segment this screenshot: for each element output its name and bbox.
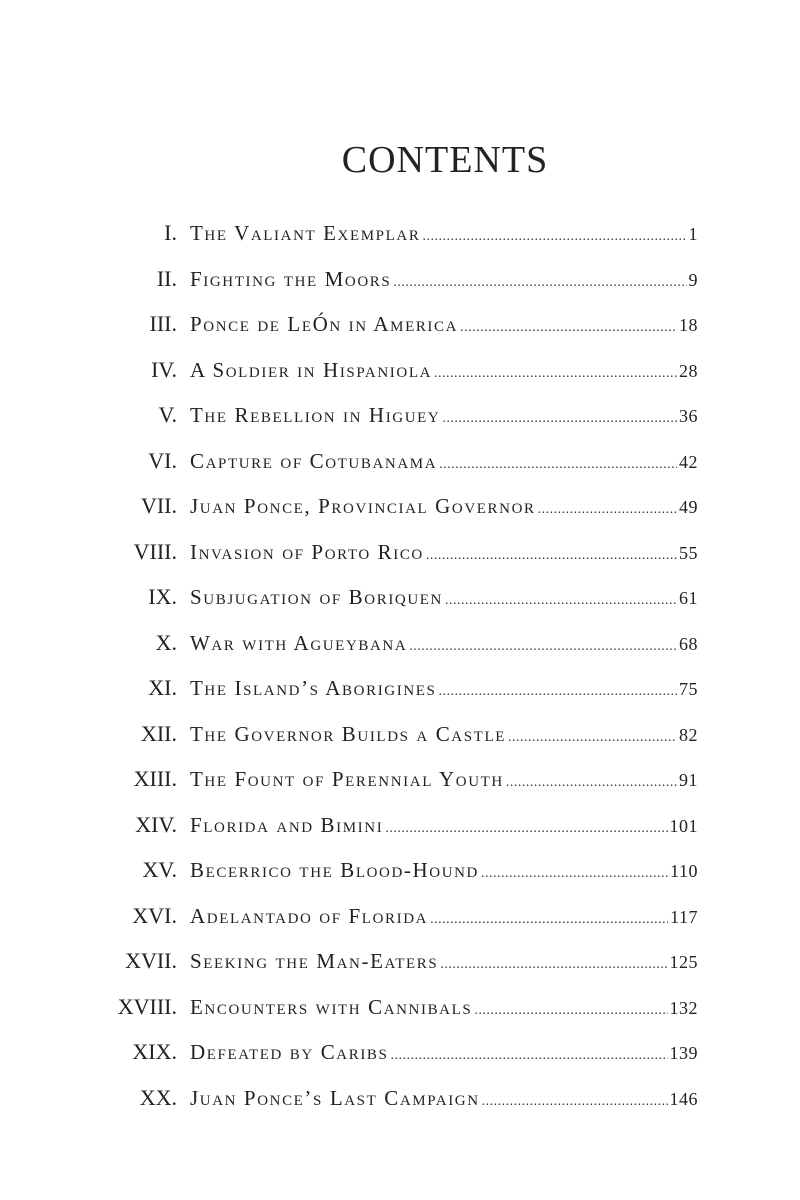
chapter-number: XII. (140, 720, 177, 746)
toc-entry (0, 210, 800, 256)
page-number: 61 (679, 588, 698, 608)
page-number: 132 (669, 997, 698, 1018)
page-number: 36 (679, 406, 698, 426)
chapter-title: War with Agueybana (190, 630, 408, 655)
chapter-number: VII. (140, 493, 177, 518)
chapter-title: The Fount of Perennial Youth (190, 767, 504, 791)
chapter-number: X. (155, 629, 177, 655)
dot-leader (506, 760, 677, 806)
chapter-number: XIV. (135, 811, 177, 837)
chapter-number: XVI. (132, 902, 177, 928)
dot-leader (439, 442, 677, 488)
dot-leader (430, 897, 668, 943)
contents-heading: CONTENTS (341, 139, 549, 181)
chapter-number: VI. (148, 447, 177, 473)
dot-leader (385, 806, 667, 852)
toc-entry (0, 802, 800, 848)
chapter-title: The Island’s Aborigines (190, 676, 437, 700)
chapter-title: Invasion of Porto Rico (190, 539, 424, 564)
toc-entry (0, 483, 800, 529)
page-number: 49 (679, 497, 698, 517)
dot-leader (481, 851, 668, 897)
toc-entry (0, 574, 800, 620)
chapter-title: Florida and Bimini (190, 812, 384, 837)
page-number: 28 (679, 360, 698, 381)
page-number: 110 (670, 861, 698, 881)
toc-entry (0, 1075, 800, 1121)
page-number: 125 (669, 952, 698, 972)
page-number: 18 (679, 315, 698, 335)
page-number: 91 (679, 770, 698, 790)
toc-entry (0, 984, 800, 1030)
chapter-number: XVII. (125, 948, 177, 973)
toc-entry (0, 301, 800, 347)
chapter-number: XV. (142, 857, 177, 882)
dot-leader (482, 1079, 668, 1125)
chapter-title: Defeated by Caribs (190, 1040, 389, 1064)
chapter-number: XIX. (132, 1039, 177, 1064)
dot-leader (409, 624, 677, 670)
chapter-title: The Rebellion in Higuey (190, 403, 441, 427)
dot-leader (440, 942, 667, 988)
toc-entry (0, 893, 800, 939)
toc-entry (0, 1029, 800, 1075)
chapter-title: Becerrico the Blood-Hound (190, 858, 479, 882)
dot-leader (438, 669, 677, 715)
chapter-title: Adelantado of Florida (190, 903, 429, 928)
chapter-number: VIII. (133, 538, 177, 564)
chapter-number: IV. (151, 356, 177, 382)
toc-entry (0, 756, 800, 802)
page-number: 139 (669, 1043, 698, 1063)
chapter-title: Encounters with Cannibals (190, 994, 473, 1019)
dot-leader (442, 396, 677, 442)
toc-entry (0, 392, 800, 438)
chapter-number: XIII. (133, 766, 177, 791)
toc-entry (0, 256, 800, 302)
page-number: 42 (679, 451, 698, 472)
chapter-number: V. (158, 402, 177, 427)
chapter-number: XVIII. (117, 993, 177, 1019)
page-number: 1 (688, 224, 698, 244)
chapter-number: II. (156, 265, 177, 291)
dot-leader (538, 487, 677, 533)
chapter-title: Fighting the Moors (190, 266, 392, 291)
chapter-title: The Governor Builds a Castle (190, 721, 506, 746)
chapter-title: Ponce de LeÓn in America (190, 312, 459, 336)
dot-leader (508, 715, 677, 761)
toc-entry (0, 347, 800, 393)
dot-leader (445, 578, 677, 624)
dot-leader (422, 214, 686, 260)
chapter-title: Juan Ponce’s Last Campaign (190, 1085, 480, 1110)
chapter-title: Subjugation of Boriquen (190, 585, 443, 609)
page-number: 75 (679, 679, 698, 699)
page-number: 9 (688, 269, 698, 290)
dot-leader (460, 305, 677, 351)
toc-entry (0, 620, 800, 666)
page-number: 68 (679, 633, 698, 654)
toc-entry (0, 847, 800, 893)
page-number: 117 (670, 906, 698, 927)
toc-entry (0, 711, 800, 757)
toc-entry (0, 938, 800, 984)
chapter-number: I. (164, 220, 177, 245)
page-number: 101 (669, 815, 698, 836)
dot-leader (393, 260, 686, 306)
dot-leader (426, 533, 677, 579)
dot-leader (474, 988, 667, 1034)
dot-leader (434, 351, 677, 397)
toc-entry (0, 529, 800, 575)
toc-entry (0, 438, 800, 484)
chapter-number: XX. (139, 1084, 177, 1110)
page-number: 82 (679, 724, 698, 745)
page-number: 146 (669, 1088, 698, 1109)
page-number: 55 (679, 542, 698, 563)
chapter-number: IX. (148, 584, 177, 609)
chapter-title: Capture of Cotubanama (190, 448, 438, 473)
toc-entry (0, 665, 800, 711)
dot-leader (391, 1033, 668, 1079)
chapter-title: The Valiant Exemplar (190, 221, 421, 245)
chapter-number: XI. (148, 675, 177, 700)
chapter-title: Juan Ponce, Provincial Governor (190, 494, 536, 518)
chapter-title: Seeking the Man-Eaters (190, 949, 439, 973)
chapter-number: III. (149, 311, 177, 336)
chapter-title: A Soldier in Hispaniola (190, 357, 433, 382)
